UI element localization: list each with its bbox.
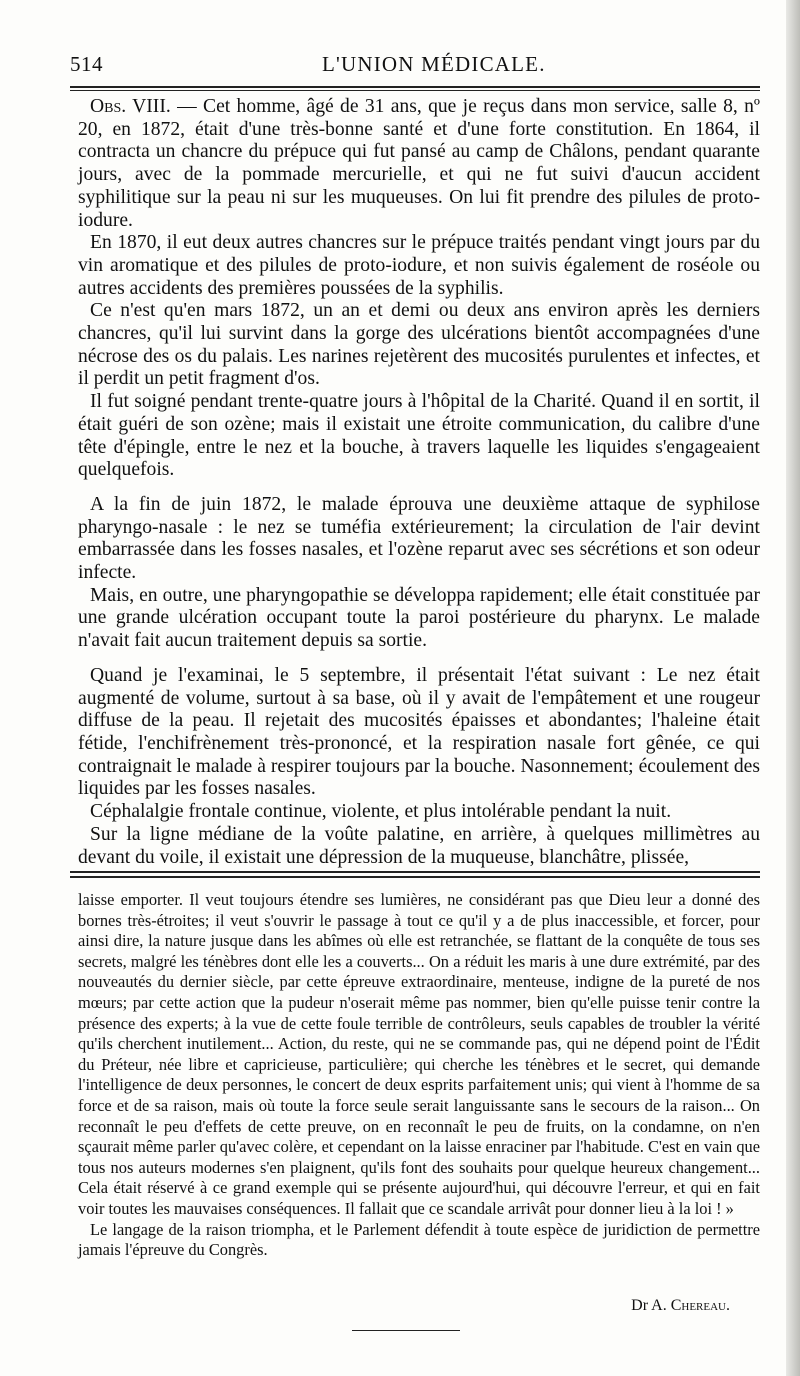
paragraph: En 1870, il eut deux autres chancres sur le prépuce traités pendant vingt jours par du vin aromatique et des pilules de proto-iodure, et non suivis également de roséole ou autres accidents des premières poussées de la syphilis.	[78, 232, 760, 299]
end-rule	[352, 1330, 460, 1331]
scan-edge	[786, 0, 800, 1376]
page-number: 514	[70, 52, 103, 76]
footnote-paragraph: Le langage de la raison triompha, et le Parlement défendit à toute espèce de juridiction de permettre jamais l'épreuve du Congrès.	[78, 1219, 760, 1260]
signature-prefix: Dr A.	[631, 1297, 667, 1314]
paragraph: A la fin de juin 1872, le malade éprouva une deuxième attaque de syphilose pharyngo-nasale : le nez se tuméfia extérieurement; la circulation de l'air devint embarrassée dans les fosses nasales, et l'ozène reparut avec ses sécrétions et son odeur infecte.	[78, 493, 760, 584]
header-rule	[70, 86, 760, 91]
paragraph: Mais, en outre, une pharyngopathie se développa rapidement; elle était constituée par une grande ulcération occupant toute la paroi postérieure du pharynx. Le malade n'avait fait aucun traitement depuis sa sortie.	[78, 584, 760, 652]
footnote-separator	[70, 871, 760, 878]
paragraph: Quand je l'examinai, le 5 septembre, il présentait l'état suivant : Le nez était augmenté de volume, surtout à sa base, où il y avait de l'empâtement et une rougeur diffuse de la peau. Il rejetait des mucosités épaisses et abondantes; l'haleine était fétide, l'enchifrènement très-prononcé, et la respiration nasale fort gênée, ce qui contraignait le malade à respirer toujours par la bouche. Nasonnement; écoulement des liquides par les fosses nasales.	[78, 664, 760, 800]
paragraph-text: — Cet homme, âgé de 31 ans, que je reçus dans mon service, salle 8, nº 20, en 1872, était d'une très-bonne santé et d'une forte constitution. En 1864, il contracta un chancre du prépuce qui fut pansé au camp de Châlons, pendant quarante jours, avec de la pommade mercurielle, et qui ne fut suivi d'aucun accident syphilitique sur la peau ni sur les muqueuses. On lui fit prendre des pilules de proto-iodure.	[78, 96, 760, 231]
author-signature	[631, 1297, 730, 1315]
paragraph: Céphalalgie frontale continue, violente, et plus intolérable pendant la nuit.	[90, 801, 672, 823]
footnote-text	[78, 890, 760, 1261]
main-text	[78, 96, 760, 869]
signature-name: Chereau.	[670, 1297, 730, 1314]
running-title: L'UNION MÉDICALE.	[322, 52, 546, 76]
observation-label: Obs. VIII.	[90, 96, 171, 117]
paragraph-obs	[78, 96, 760, 232]
page-header	[70, 52, 760, 78]
paragraph: Il fut soigné pendant trente-quatre jours à l'hôpital de la Charité. Quand il en sortit, il était guéri de son ozène; mais il existait une étroite communication, du calibre d'une tête d'épingle, entre le nez et la bouche, à travers laquelle les liquides s'engageaient quelquefois.	[78, 391, 760, 481]
paragraph: Sur la ligne médiane de la voûte palatine, en arrière, à quelques millimètres au devant du voile, il existait une dépression de la muqueuse, blanchâtre, plissée,	[78, 823, 760, 868]
paragraph: Ce n'est qu'en mars 1872, un an et demi ou deux ans environ après les derniers chancres, qu'il lui survint dans la gorge des ulcérations bientôt accompagnées d'une nécrose des os du palais. Les narines rejetèrent des mucosités purulentes et infectes, et il perdit un petit fragment d'os.	[78, 300, 760, 390]
footnote-paragraph: laisse emporter. Il veut toujours étendre ses lumières, ne considérant pas que Dieu leur a donné des bornes très-étroites; il veut s'ouvrir le passage à tout ce qu'il y a de plus inaccessible, et forcer, pour ainsi dire, la nature jusque dans les abîmes où elle est retranchée, se flattant de la conquête de tous ses secrets, malgré les ténèbres dont elle les a couverts... On a réduit les maris à une dure extrémité, par des nouveautés du dernier siècle, par cette épreuve extraordinaire, menteuse, indigne de la pureté de nos mœurs; par cette action que la pudeur n'oserait même pas nommer, bien qu'elle puisse tenir contre la présence des experts; à la vue de cette foule terrible de contrôleurs, seuls capables de troubler la vérité qu'ils cherchent inutilement... Action, du reste, qui ne se commande pas, qui ne dépend point de l'Édit du Préteur, née libre et capricieuse, particulière; qui cherche les ténèbres et le secret, qui demande l'intelligence de deux personnes, le concert de deux esprits parfaitement unis; qui vient à l'homme de sa force et de sa raison, mais où toute la force seule serait languissante sans le secours de la raison... On reconnaît le peu d'effets de cette preuve, on en reconnaît le peu de fruits, on la condamne, on n'en sçaurait même parler qu'avec colère, et cependant on la laisse enraciner par l'habitude. C'est en vain que tous nos auteurs modernes s'en plaignent, qu'ils font des souhaits pour quelque heureux changement... Cela était réservé à ce grand exemple qui se présente aujourd'hui, qui découvre l'erreur, et qui en fait voir toutes les mauvaises conséquences. Il fallait que ce scandale arrivât pour donner lieu à la loi ! »	[78, 890, 760, 1218]
